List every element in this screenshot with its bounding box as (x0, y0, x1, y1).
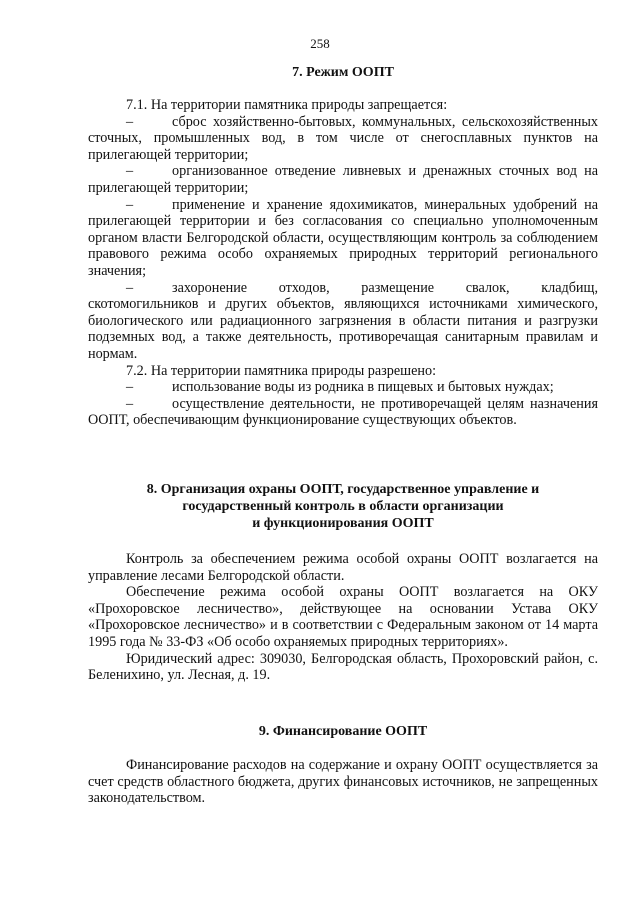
paragraph: Юридический адрес: 309030, Белгородская область, Прохоровский район, с. Беленихино, ул. Лесная, д. 19. (88, 650, 598, 684)
page-number: 258 (310, 36, 330, 51)
dash-marker: – (126, 395, 134, 412)
section-7-body (88, 97, 598, 429)
section-8-title-line: и функционирования ООПТ (252, 516, 434, 531)
section-9-title: 9. Финансирование ООПТ (258, 724, 428, 739)
dash-marker: – (126, 279, 134, 296)
clause-7-2: 7.2. На территории памятника природы разрешено: (126, 362, 437, 379)
dash-marker: – (126, 113, 134, 130)
list-item: – организованное отведение ливневых и дренажных сточных вод на прилегающей территории; (88, 163, 598, 196)
section-8-title (88, 481, 598, 532)
clause-7-1: 7.1. На территории памятника природы запрещается: (126, 97, 448, 113)
list-item: – применение и хранение ядохимикатов, минеральных удобрений на прилегающей территории и без согласования со специально уполномоченным органом власти Белгородской области, осуществляющим контроль за соблюдением правового режима особо охраняемых природных территорий регионального значения; (88, 196, 598, 279)
section-7-title: 7. Режим ООПТ (292, 65, 394, 80)
list-item: – использование воды из родника в пищевых и бытовых нуждах; (126, 379, 554, 396)
list-item: – сброс хозяйственно-бытовых, коммунальных, сельскохозяйственных сточных, промышленных вод, в том числе от снегосплавных пунктов на прилегающей территории; (88, 113, 598, 163)
paragraph: Контроль за обеспечением режима особой охраны ООПТ возлагается на управление лесами Белгородской области. (88, 551, 598, 584)
dash-marker: – (126, 196, 134, 213)
list-item: – осуществление деятельности, не противоречащей целям назначения ООПТ, обеспечивающим функционирование существующих объектов. (88, 395, 598, 429)
paragraph: Финансирование расходов на содержание и охрану ООПТ осуществляется за счет средств областного бюджета, других финансовых источников, не запрещенных законодательством. (88, 757, 598, 807)
dash-marker: – (126, 163, 134, 180)
section-9-body (88, 757, 598, 807)
section-8-title-line: государственный контроль в области организации (182, 499, 504, 514)
dash-marker: – (126, 379, 134, 396)
list-item: – захоронение отходов, размещение свалок, кладбищ, скотомогильников и других объектов, являющихся источниками химического, биологического или радиационного загрязнения в области питания и разгрузки подземных вод, а также деятельность, противоречащая санитарным правилам и нормам. (88, 279, 598, 362)
paragraph: Обеспечение режима особой охраны ООПТ возлагается на ОКУ «Прохоровское лесничество», действующее на основании Устава ОКУ «Прохоровское лесничество» и в соответствии с Федеральным законом от 14 марта 1995 года № 33-ФЗ «Об особо охраняемых природных территориях». (88, 584, 598, 650)
section-8-title-line: 8. Организация охраны ООПТ, государственное управление и (146, 482, 540, 497)
section-8-body (88, 551, 598, 684)
